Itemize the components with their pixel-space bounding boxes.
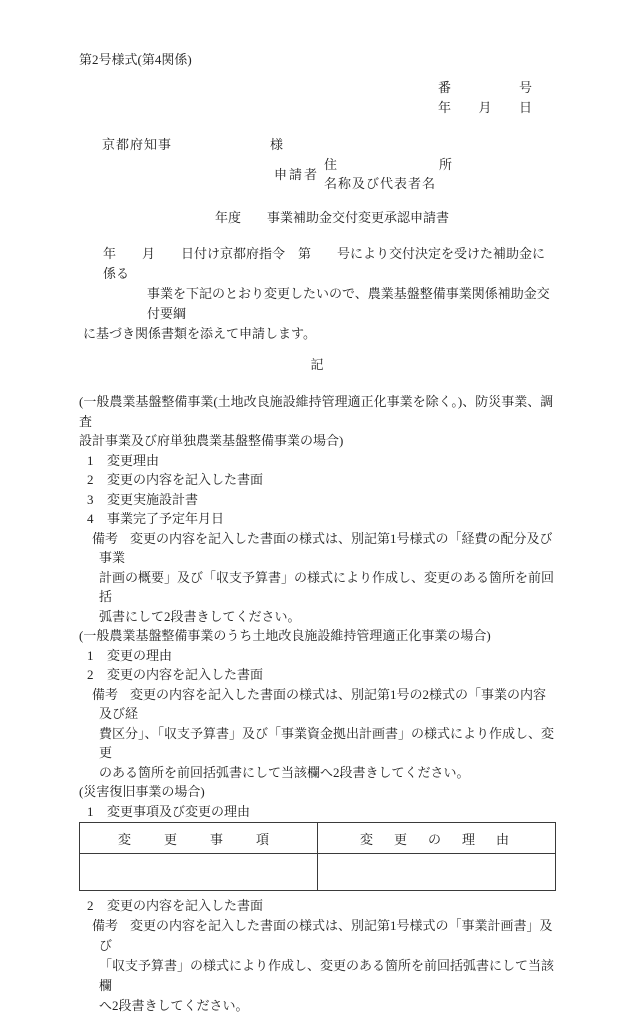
remark-line: へ2段書きしてください。 (99, 998, 249, 1013)
remark-line: 「収支予算書」の様式により作成し、変更のある箇所を前回括弧書にして当該欄 (99, 958, 555, 993)
list-item (79, 665, 555, 685)
item-number: 2 (87, 472, 94, 487)
change-items-table (79, 822, 556, 891)
ref-number-label-start: 番 (438, 80, 452, 95)
list-item (79, 802, 555, 822)
form-number: 第2号様式(第4関係) (79, 52, 192, 67)
item-number: 1 (87, 803, 94, 819)
item-text: 変更事項及び変更の理由 (107, 803, 251, 819)
item-number: 3 (87, 491, 94, 507)
list-item (79, 490, 555, 510)
item-number: 2 (87, 667, 94, 682)
table-cell-change-reason-empty (318, 854, 556, 891)
table-header-change-item: 変 更 事 項 (80, 823, 318, 854)
remark-line: 変更の内容を記入した書面の様式は、別記第1号様式の「経費の配分及び事業 (99, 530, 553, 565)
remark-line: のある箇所を前回括弧書にして当該欄へ2段書きしてください。 (99, 764, 470, 780)
remark-line: 費区分」、「収支予算書」及び「事業資金拠出計画書」の様式により作成し、変更 (99, 725, 555, 760)
addressee-title: 京都府知事 (102, 137, 173, 152)
addressee-honorific: 様 (270, 137, 285, 152)
date-line (438, 98, 532, 118)
remark-line: 計画の概要」及び「収支予算書」の様式により作成し、変更のある箇所を前回括 (99, 569, 555, 604)
reference-number-line (438, 78, 532, 98)
section-heading: (災害復旧事業の場合) (79, 784, 205, 799)
item-number: 2 (87, 898, 94, 913)
address-label-end: 所 (439, 157, 453, 172)
closing-block (79, 896, 555, 1016)
remark-block (79, 529, 555, 627)
table-header-row (80, 823, 556, 854)
list-item (79, 509, 555, 529)
table-empty-row (80, 854, 556, 891)
list-item (79, 451, 555, 471)
item-text: 変更の内容を記入した書面 (107, 472, 264, 487)
applicant-block (79, 155, 555, 193)
section-heading-continued: 設計事業及び府単独農業基盤整備事業の場合) (79, 433, 344, 448)
conditions-list (79, 392, 555, 821)
date-month-label: 月 (478, 100, 492, 115)
document-title: 事業補助金交付変更承認申請書 (267, 210, 450, 225)
ref-number-label-end: 号 (518, 80, 532, 95)
document-title-line (79, 208, 555, 228)
fiscal-year-label: 年度 (215, 210, 242, 225)
record-marker: 記 (310, 357, 324, 372)
remark-label: 備考 (92, 530, 119, 546)
item-text: 事業完了予定年月日 (107, 511, 225, 526)
addressee-line (79, 135, 555, 155)
applicant-fields (324, 155, 452, 193)
opening-line-1: 年 月 日付け京都府指令 第 号により交付決定を受けた補助金に係る (103, 246, 546, 281)
opening-line-2: 事業を下記のとおり変更したいので、農業基盤整備事業関係補助金交付要綱 (147, 286, 550, 321)
remark-line: 弧書にして2段書きしてください。 (99, 608, 301, 624)
item-text: 変更の内容を記入した書面 (107, 898, 264, 913)
remark-label: 備考 (92, 686, 119, 702)
item-number: 1 (87, 647, 94, 663)
list-item (79, 470, 555, 490)
section-heading: (一般農業基盤整備事業(土地改良施設維持管理適正化事業を除く。)、防災事業、調査 (79, 394, 554, 429)
date-day-label: 日 (518, 100, 532, 115)
list-item (79, 896, 555, 916)
applicant-address-label (324, 155, 452, 174)
opening-line-3: に基づき関係書類を添えて申請します。 (83, 326, 316, 341)
opening-paragraph (79, 244, 555, 344)
item-text: 変更の内容を記入した書面 (107, 667, 264, 682)
applicant-label: 申請者 (274, 166, 320, 182)
item-number: 4 (87, 511, 94, 526)
remark-block (79, 685, 555, 783)
remark-line: 変更の内容を記入した書面の様式は、別記第1号の2様式の「事業の内容及び経 (99, 686, 547, 721)
item-text: 変更理由 (107, 452, 160, 468)
address-label-start: 住 (324, 157, 338, 172)
remark-block (79, 916, 555, 1016)
applicant-name-label: 名称及び代表者名 (324, 176, 437, 191)
table-cell-change-item-empty (80, 854, 318, 891)
item-text: 変更の理由 (107, 647, 173, 663)
section-heading: (一般農業基盤整備事業のうち土地改良施設維持管理適正化事業の場合) (79, 628, 491, 643)
remark-line: 変更の内容を記入した書面の様式は、別記第1号様式の「事業計画書」及び (99, 918, 553, 953)
date-year-label: 年 (438, 100, 452, 115)
table-header-change-reason: 変 更 の 理 由 (318, 823, 556, 854)
remark-label: 備考 (92, 918, 119, 933)
list-item (79, 646, 555, 666)
item-number: 1 (87, 452, 94, 468)
item-text: 変更実施設計書 (107, 491, 199, 507)
reference-block (438, 78, 532, 118)
